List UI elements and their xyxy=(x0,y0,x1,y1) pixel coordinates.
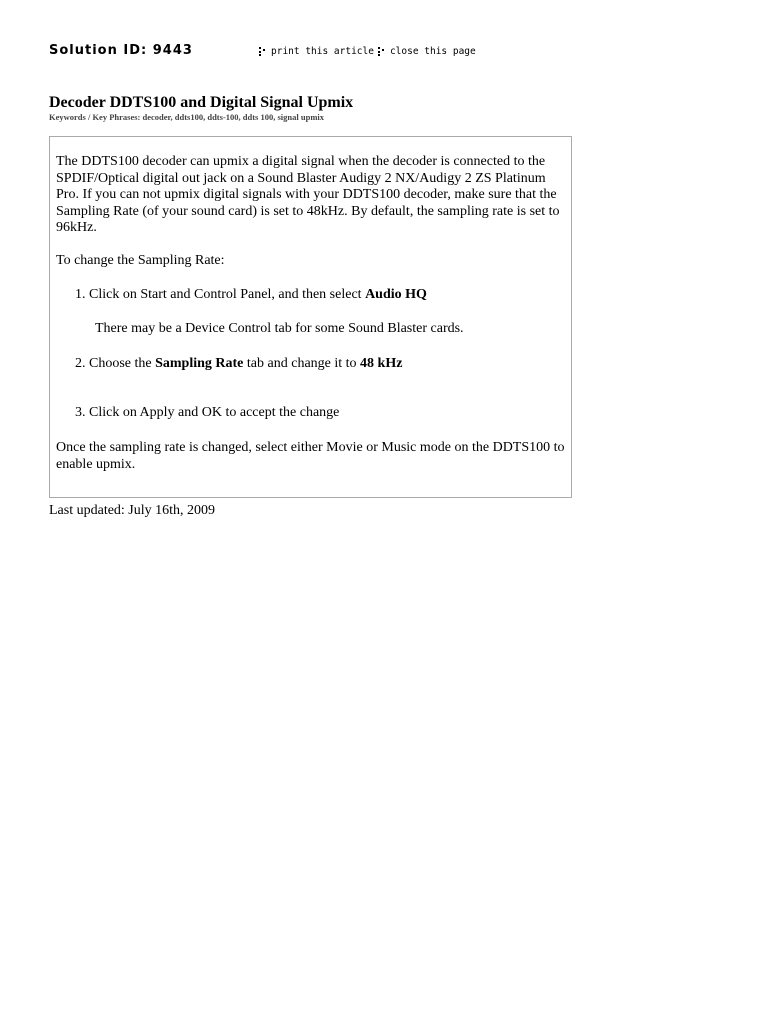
steps-list xyxy=(56,287,565,304)
steps-intro: To change the Sampling Rate: xyxy=(56,252,225,268)
step-2-text-b: tab and change it to xyxy=(243,355,361,371)
print-article-link[interactable] xyxy=(259,46,374,57)
solution-id-label: Solution ID: xyxy=(49,43,148,58)
article-actions xyxy=(259,46,480,57)
steps-list-continued xyxy=(56,356,565,422)
close-dots-icon xyxy=(378,47,385,56)
step-2-text-a: Choose the xyxy=(89,355,156,371)
step-1 xyxy=(89,287,565,304)
article-title: Decoder DDTS100 and Digital Signal Upmix xyxy=(49,94,354,111)
outro-paragraph: Once the sampling rate is changed, select either Movie or Music mode on the DDTS100 to enable upmix. xyxy=(56,439,565,472)
article-body xyxy=(49,136,572,498)
intro-paragraph: The DDTS100 decoder can upmix a digital signal when the decoder is connected to the SPDIF/Optical digital out jack on a Sound Blaster Audigy 2 NX/Audigy 2 ZS Platinum Pro. If you can not upmix digital signals with your DDTS100 decoder, make sure that the Sampling Rate (of your sound card) is set to 48kHz. By default, the sampling rate is set to 96kHz. xyxy=(56,154,560,236)
page-header xyxy=(49,43,569,63)
step-3: 3. Click on Apply and OK to accept the change xyxy=(89,405,565,422)
print-dots-icon xyxy=(259,47,266,56)
step-2 xyxy=(89,356,565,373)
solution-id-value: 9443 xyxy=(152,43,193,58)
print-article-label: print this article xyxy=(271,46,374,57)
step-1-text: Click on Start and Control Panel, and then select xyxy=(89,286,366,302)
step-1-bold: Audio HQ xyxy=(365,286,427,302)
last-updated: Last updated: July 16th, 2009 xyxy=(49,503,216,518)
article-keywords: Keywords / Key Phrases: decoder, ddts100, ddts-100, ddts 100, signal upmix xyxy=(49,112,325,122)
step-1-note: There may be a Device Control tab for some Sound Blaster cards. xyxy=(95,321,464,337)
close-page-label: close this page xyxy=(389,46,476,57)
step-2-bold-a: Sampling Rate xyxy=(155,355,244,371)
solution-id xyxy=(49,43,193,58)
step-2-bold-b: 48 kHz xyxy=(360,355,403,371)
close-page-link[interactable] xyxy=(378,46,476,57)
